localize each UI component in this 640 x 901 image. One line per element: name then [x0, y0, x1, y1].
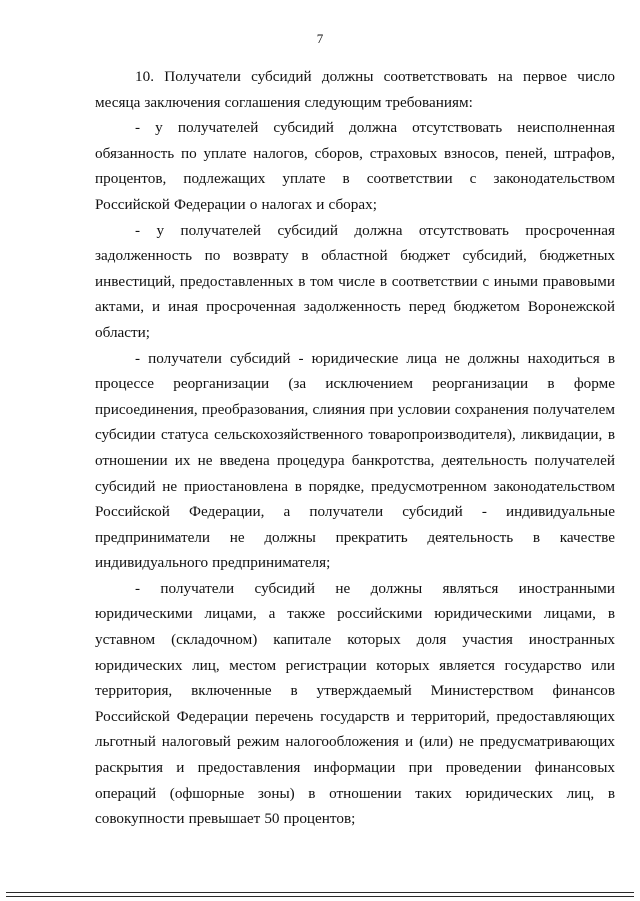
paragraph-budget-debt: - у получателей субсидий должна отсутствовать просроченная задолженность по возврату в областной бюджет субсидий, бюджетных инвестиций, предоставленных в том числе в соответствии с иными правовыми актами, и иная просроченная задолженность перед бюджетом Воронежской области; — [95, 221, 615, 341]
paragraph-reorganization: - получатели субсидий - юридические лица не должны находиться в процессе реорганизации (за исключением реорганизации в форме присоединения, преобразования, слияния при условии сохранения получателем субсидии статуса сельскохозяйственного товаропроизводителя), ликвидации, в отношении их не введена процедура банкротства, деятельность получателей субсидий не приостановлена в порядке, предусмотренном законодательством Российской Федерации, а получатели субсидий - индивидуальные предприниматели не должны прекратить деятельность в качестве индивидуального предпринимателя; — [95, 349, 615, 572]
bottom-divider — [6, 892, 634, 893]
document-body — [95, 64, 615, 832]
bottom-divider — [6, 896, 634, 897]
paragraph-requirements-intro: 10. Получатели субсидий должны соответствовать на первое число месяца заключения соглашения следующим требованиям: — [95, 68, 615, 111]
paragraph-foreign-entities: - получатели субсидий не должны являться иностранными юридическими лицами, а также российскими юридическими лицами, в уставном (складочном) капитале которых доля участия иностранных юридических лиц, местом регистрации которых является государство или территория, включенные в утверждаемый Министерством финансов Российской Федерации перечень государств и территорий, предоставляющих льготный налоговый режим налогообложения и (или) не предусматривающих раскрытия и предоставления информации при проведении финансовых операций (офшорные зоны) в отношении таких юридических лиц, в совокупности превышает 50 процентов; — [95, 579, 615, 828]
page-number: 7 — [316, 31, 324, 46]
paragraph-tax-obligations: - у получателей субсидий должна отсутствовать неисполненная обязанность по уплате налогов, сборов, страховых взносов, пеней, штрафов, процентов, подлежащих уплате в соответствии с законодательством Российской Федерации о налогах и сборах; — [95, 119, 615, 213]
